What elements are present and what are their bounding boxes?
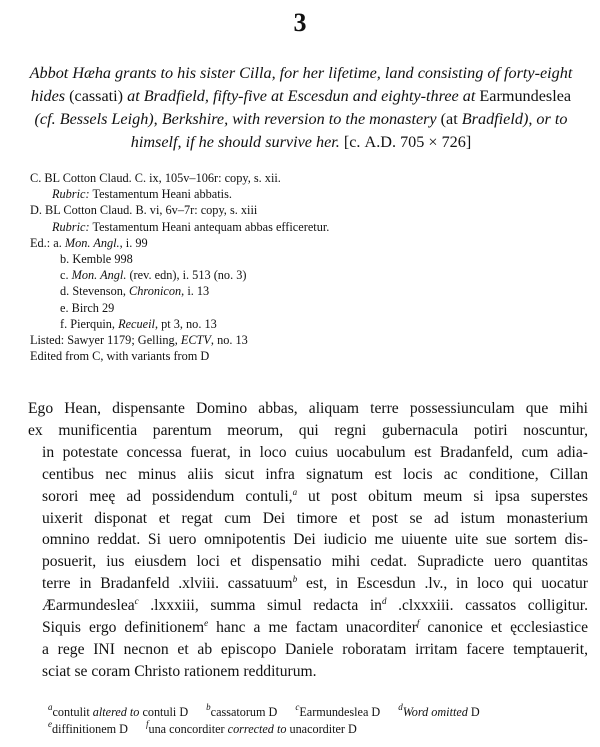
text-line: in potestate concessa fuerat, in loco cuius uocabulum est Bradanfeld, cum adia- bbox=[42, 443, 588, 461]
note-mark-a: a bbox=[292, 486, 298, 497]
note-label-c: c bbox=[295, 702, 300, 712]
manuscript-d: D. BL Cotton Claud. B. vi, 6v–7r: copy, s. xiii bbox=[30, 203, 258, 218]
text-line: posuerit, ius eiusdem loci et dispensatio mihi cedat. Supradicte uero quantitas bbox=[42, 553, 588, 571]
note-mark-e: e bbox=[204, 618, 209, 629]
text-line: centibus nec minus aliis sicut infra signatum est locis ac conditione, Cillan bbox=[42, 465, 588, 483]
edition-e: e. Birch 29 bbox=[60, 300, 115, 315]
note-mark-d: d bbox=[381, 596, 387, 607]
text-line: Æarmundeslea$^c$ .lxxxiii, summa simul redacta $in^d$ .clxxxiii. cassatos colligitur. bbox=[42, 596, 588, 615]
edition-d: d. Stevenson, Chronicon, i. 13 bbox=[60, 284, 210, 299]
edition-f: f. Pierquin, Recueil, pt 3, no. 13 bbox=[60, 316, 217, 331]
textual-notes bbox=[48, 704, 588, 738]
text-line: sciat se coram Christo rationem redditurum. bbox=[42, 662, 317, 680]
notes-row-2: $^e$diffinitionem D $^f$una concorditer corrected to unacorditer D bbox=[48, 719, 357, 736]
note-mark-b: b bbox=[292, 574, 298, 585]
charter-text bbox=[28, 398, 588, 683]
text-line: omnino reddat. Si uero omnipotentis Dei iudicio me uiuente uite sue sortem dis- bbox=[42, 531, 588, 549]
note-mark-c: c bbox=[134, 596, 139, 607]
text-line: sorori meę ad possidendum contuli,$^a$ ut post obitum meum si ipsa superstes bbox=[42, 486, 588, 505]
note-label-b: b bbox=[206, 702, 211, 712]
rubric-c: Rubric: Testamentum Heani abbatis. bbox=[52, 187, 232, 202]
text-line: ex munificentia parentum meorum, qui regni gubernacula potiri noscuntur, bbox=[28, 421, 588, 439]
edition-a: Ed.: a. Mon. Angl., i. 99 bbox=[30, 235, 148, 250]
rubric-d: Rubric: Testamentum Heani antequam abbas efficeretur. bbox=[52, 219, 330, 234]
charter-number: 3 bbox=[293, 8, 307, 37]
edited-from: Edited from C, with variants from D bbox=[30, 349, 210, 364]
notes-row-1: $^a$contulit altered to contuli D $^b$cassatorum D $^c$Earmundeslea D $^d$Word omitted D bbox=[48, 702, 480, 719]
note-mark-f: f bbox=[416, 618, 420, 629]
text-line: Siquis ergo definitionem$^e$ hanc a me factam unacorditer$^f$ canonice et ęcclesiastice bbox=[42, 618, 589, 637]
text-line: uixerit disponat et regat cum Dei timore et post se ad istum monasterium bbox=[42, 509, 588, 527]
edition-c: c. Mon. Angl. (rev. edn), i. 513 (no. 3) bbox=[60, 268, 247, 283]
note-label-d: d bbox=[398, 702, 403, 712]
charter-summary: Abbot Hæha grants to his sister Cilla, for her lifetime, land consisting of forty-eight hides (cassati) at Bradfield, fifty-five at Escesdun and eighty-three at Earmundeslea (cf. Bessels Leigh), Berkshire, with reversion to the monastery (at Bradfield), or to himself, if he should survive her. [c. A.D. 705 × 726] bbox=[29, 64, 573, 151]
text-line: terre in Bradanfeld .xlviii. cassatuum$^b$ est, in Escesdun .lv., in loco qui uocatur bbox=[42, 574, 588, 593]
manuscript-c: C. BL Cotton Claud. C. ix, 105v–106r: copy, s. xii. bbox=[30, 171, 281, 185]
text-line: a rege INI necnon et ab episcopo Daniele roboratam irritam facere temptauerit, bbox=[42, 640, 588, 658]
listed: Listed: Sawyer 1179; Gelling, ECTV, no. 13 bbox=[30, 333, 248, 348]
manuscript-apparatus bbox=[30, 170, 570, 364]
text-line: Ego Hean, dispensante Domino abbas, aliquam terre possessiunculam que mihi bbox=[28, 400, 588, 417]
note-label-e: e bbox=[48, 719, 52, 729]
edition-b: b. Kemble 998 bbox=[60, 252, 133, 267]
note-label-a: a bbox=[48, 702, 53, 712]
note-label-f: f bbox=[145, 719, 149, 729]
